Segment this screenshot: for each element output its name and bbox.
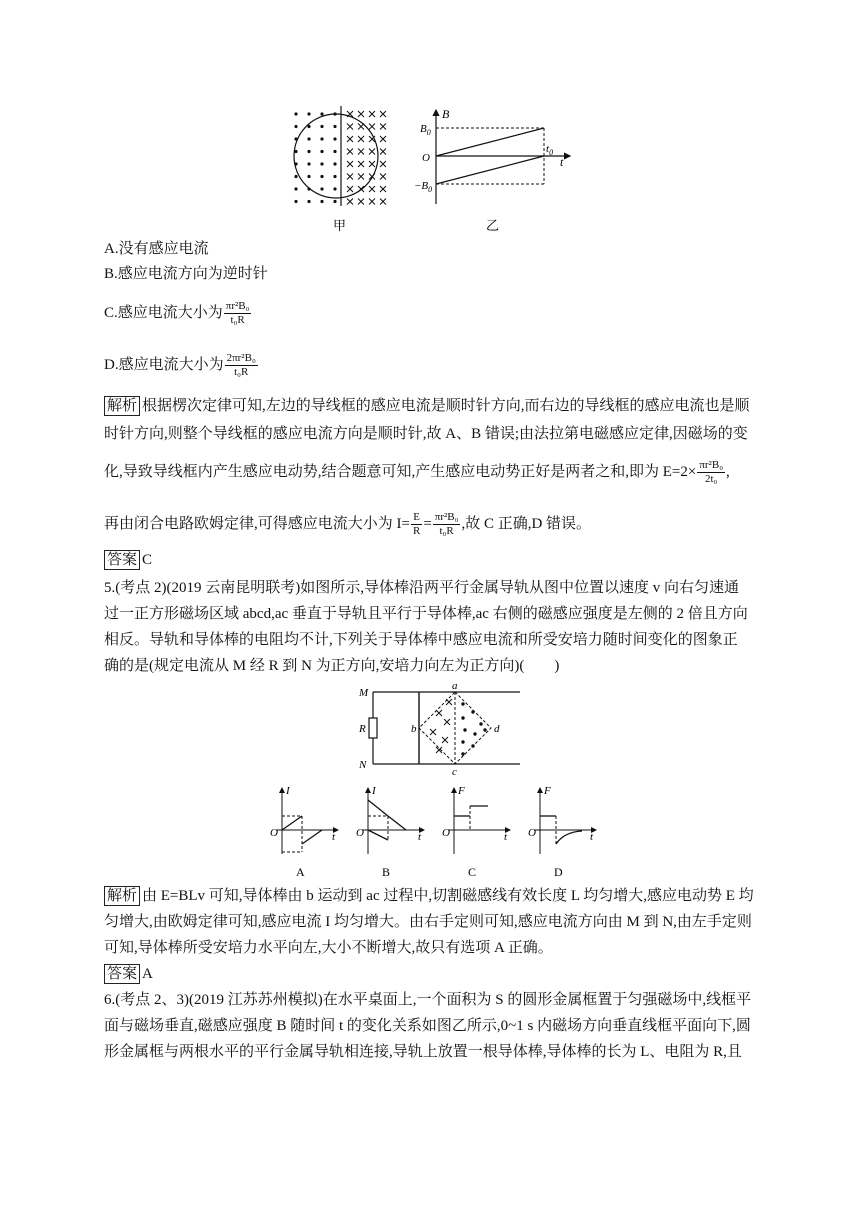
- answer-tag: 答案: [104, 964, 140, 984]
- q5-line-4: 确的是(规定电流从 M 经 R 到 N 为正方向,安培力向左为正方向)( ): [104, 658, 560, 674]
- svg-text:O: O: [356, 827, 364, 839]
- field-dot: [333, 162, 336, 165]
- field-dot: [307, 150, 310, 153]
- svg-text:I: I: [372, 785, 376, 797]
- label-r: R: [359, 723, 366, 735]
- field-cross: [347, 149, 353, 155]
- field-dot: [479, 722, 482, 725]
- field-cross: [380, 124, 386, 130]
- field-dot: [320, 150, 323, 153]
- field-dot: [320, 112, 323, 115]
- field-cross: [380, 186, 386, 192]
- field-cross: [369, 186, 375, 192]
- field-cross: [380, 111, 386, 117]
- svg-text:O: O: [270, 827, 278, 839]
- figure-jia: [284, 106, 394, 236]
- svg-text:D: D: [554, 865, 563, 879]
- field-cross: [369, 149, 375, 155]
- cross-field-right: [347, 111, 386, 205]
- label-n: N: [359, 759, 367, 771]
- field-cross: [380, 149, 386, 155]
- field-dot: [333, 187, 336, 190]
- caption-yi: 乙: [486, 218, 500, 233]
- svg-text:t: t: [504, 831, 508, 843]
- field-dot: [320, 175, 323, 178]
- svg-text:F: F: [458, 785, 465, 797]
- field-cross: [358, 199, 364, 205]
- field-dot: [307, 112, 310, 115]
- field-dot: [471, 744, 474, 747]
- figure-yi: [414, 106, 580, 236]
- q5-circuit-figure: [355, 680, 525, 778]
- field-dot: [307, 200, 310, 203]
- field-dot: [461, 740, 464, 743]
- field-cross: [380, 161, 386, 167]
- field-dot: [307, 137, 310, 140]
- field-cross: [347, 124, 353, 130]
- svg-text:t: t: [332, 831, 336, 843]
- label-m: M: [359, 687, 369, 699]
- field-dot: [320, 200, 323, 203]
- label-b: b: [411, 723, 417, 735]
- svg-text:O: O: [528, 827, 536, 839]
- field-cross: [369, 111, 375, 117]
- field-dot: [461, 716, 464, 719]
- graph-a: [270, 785, 338, 879]
- field-dot: [307, 175, 310, 178]
- label-b0: $B_0$: [420, 123, 431, 137]
- label-t0: $t_0$: [546, 143, 554, 157]
- option-b: B.感应电流方向为逆时针: [104, 266, 268, 282]
- field-dot: [461, 752, 464, 755]
- label-c: c: [452, 766, 457, 778]
- field-cross: [380, 136, 386, 142]
- field-cross: [347, 136, 353, 142]
- field-cross: [358, 174, 364, 180]
- field-dot: [463, 728, 466, 731]
- resistor: [369, 718, 377, 738]
- svg-text:B: B: [382, 865, 391, 879]
- field-cross: [446, 699, 452, 705]
- field-dot: [294, 175, 297, 178]
- option-c: C.感应电流大小为 $\frac{\text{πr²B₀}}{\text{t₀R}}$: [104, 300, 250, 326]
- field-dot: [333, 175, 336, 178]
- field-cross: [436, 710, 442, 716]
- field-dot: [333, 137, 336, 140]
- field-cross: [369, 161, 375, 167]
- label-a: a: [452, 680, 458, 692]
- svg-text:O: O: [442, 827, 450, 839]
- upper-b-line: [436, 128, 544, 156]
- q5-analysis-line-3: 可知,导体棒所受安培力水平向左,大小不断增大,故只有选项 A 正确。: [104, 940, 553, 956]
- field-cross: [444, 719, 450, 725]
- label-origin: O: [422, 152, 430, 164]
- field-dot: [471, 710, 474, 713]
- answer-tag: 答案: [104, 550, 140, 570]
- field-dot: [294, 187, 297, 190]
- q6-line-3: 形金属框与两根水平的平行金属导轨相连接,导轨上放置一根导体棒,导体棒的长为 L、电阻为 R,且: [104, 1044, 742, 1060]
- q5-answer: 答案 A: [104, 964, 153, 984]
- analysis-tag: 解析: [104, 396, 140, 416]
- q5-line-3: 相反。导轨和导体棒的电阻均不计,下列关于导体棒中感应电流和所受安培力随时间变化的图象正: [104, 632, 738, 648]
- label-b: B: [442, 107, 450, 121]
- q6-line-2: 面与磁场垂直,磁感应强度 B 随时间 t 的变化关系如图乙所示,0~1 s 内磁场方向垂直线框平面向下,圆: [104, 1018, 751, 1034]
- q6-line-1: 6.(考点 2、3)(2019 江苏苏州模拟)在水平桌面上,一个面积为 S 的圆形金属框置于匀强磁场中,线框平: [104, 992, 752, 1008]
- field-dot: [473, 732, 476, 735]
- field-dot: [483, 728, 486, 731]
- field-cross: [442, 737, 448, 743]
- field-dot: [294, 112, 297, 115]
- field-dot: [333, 125, 336, 128]
- field-cross: [347, 161, 353, 167]
- field-cross: [380, 199, 386, 205]
- field-cross: [347, 199, 353, 205]
- q5-line-2: 过一正方形磁场区域 abcd,ac 垂直于导轨且平行于导体棒,ac 右侧的磁感应强度是左侧的 2 倍且方向: [104, 606, 748, 622]
- field-cross: [369, 199, 375, 205]
- field-dot: [307, 162, 310, 165]
- lower-b-line: [436, 156, 544, 184]
- field-cross: [358, 136, 364, 142]
- graph-b: [356, 785, 424, 879]
- svg-text:C: C: [468, 865, 477, 879]
- field-dot: [294, 200, 297, 203]
- graph-d: [528, 785, 596, 879]
- option-a: A.没有感应电流: [104, 241, 209, 257]
- field-cross: [430, 729, 436, 735]
- label-neg-b0: $-B_0$: [414, 180, 433, 194]
- caption-jia: 甲: [333, 218, 347, 233]
- field-dot: [294, 125, 297, 128]
- q4-answer: 答案 C: [104, 550, 152, 570]
- field-cross: [369, 124, 375, 130]
- option-d: D.感应电流大小为 $\frac{\text{2πr²B₀}}{\text{t₀R}}$: [104, 352, 256, 378]
- field-cross: [358, 161, 364, 167]
- dot-field-left: [294, 112, 336, 203]
- field-cross: [347, 174, 353, 180]
- q5-line-1: 5.(考点 2)(2019 云南昆明联考)如图所示,导体棒沿两平行金属导轨从图中位置以速度 v 向右匀速通: [104, 580, 739, 596]
- field-dot: [320, 162, 323, 165]
- q5-option-graphs: [262, 782, 607, 882]
- svg-text:F: F: [544, 785, 551, 797]
- field-dot: [320, 137, 323, 140]
- field-dot: [320, 125, 323, 128]
- q5-analysis-line-2: 匀增大,由欧姆定律可知,感应电流 I 均匀增大。由右手定则可知,感应电流方向由 M 到 N,由左手定则: [104, 914, 752, 930]
- label-t: t: [560, 155, 564, 169]
- fraction-d: $\frac{\text{2πr²B₀}}{\text{t₀R}}$: [226, 352, 256, 378]
- field-dot: [320, 187, 323, 190]
- analysis-tag: 解析: [104, 886, 140, 906]
- field-cross: [358, 149, 364, 155]
- field-dot: [461, 702, 464, 705]
- svg-text:A: A: [296, 865, 305, 879]
- label-d: d: [494, 723, 500, 735]
- q5-analysis-line-1: 解析 由 E=BLv 可知,导体棒由 b 运动到 ac 过程中,切割磁感线有效长度 L 均匀增大,感应电动势 E 均: [104, 886, 754, 906]
- q4-analysis-line-3: 化,导致导线框内产生感应电动势,结合题意可知,产生感应电动势正好是两者之和,即为 E=2× $\frac{\text{πr²B₀}}{\text{2t₀}}$ ,: [104, 459, 730, 485]
- field-dot: [333, 150, 336, 153]
- q4-analysis-line-4: 再由闭合电路欧姆定律,可得感应电流大小为 I= $\frac{E}{R}$ = $\frac{\text{πr²B₀}}{\text{t₀R}}$ ,故 C 正确,D 错误。: [104, 511, 592, 537]
- field-cross: [347, 186, 353, 192]
- fraction-c: $\frac{\text{πr²B₀}}{\text{t₀R}}$: [225, 300, 250, 326]
- q4-analysis-line-1: 解析 根据楞次定律可知,左边的导线框的感应电流是顺时针方向,而右边的导线框的感应电流也是顺: [104, 396, 750, 416]
- field-cross: [358, 111, 364, 117]
- field-cross: [380, 174, 386, 180]
- left-field-crosses: [430, 699, 452, 753]
- field-dot: [333, 200, 336, 203]
- svg-text:I: I: [286, 785, 290, 797]
- graph-c: [442, 785, 510, 879]
- svg-text:t: t: [590, 831, 594, 843]
- q4-analysis-line-2: 时针方向,则整个导线框的感应电流方向是顺时针,故 A、B 错误;由法拉第电磁感应定律,因磁场的变: [104, 426, 748, 442]
- svg-text:t: t: [418, 831, 422, 843]
